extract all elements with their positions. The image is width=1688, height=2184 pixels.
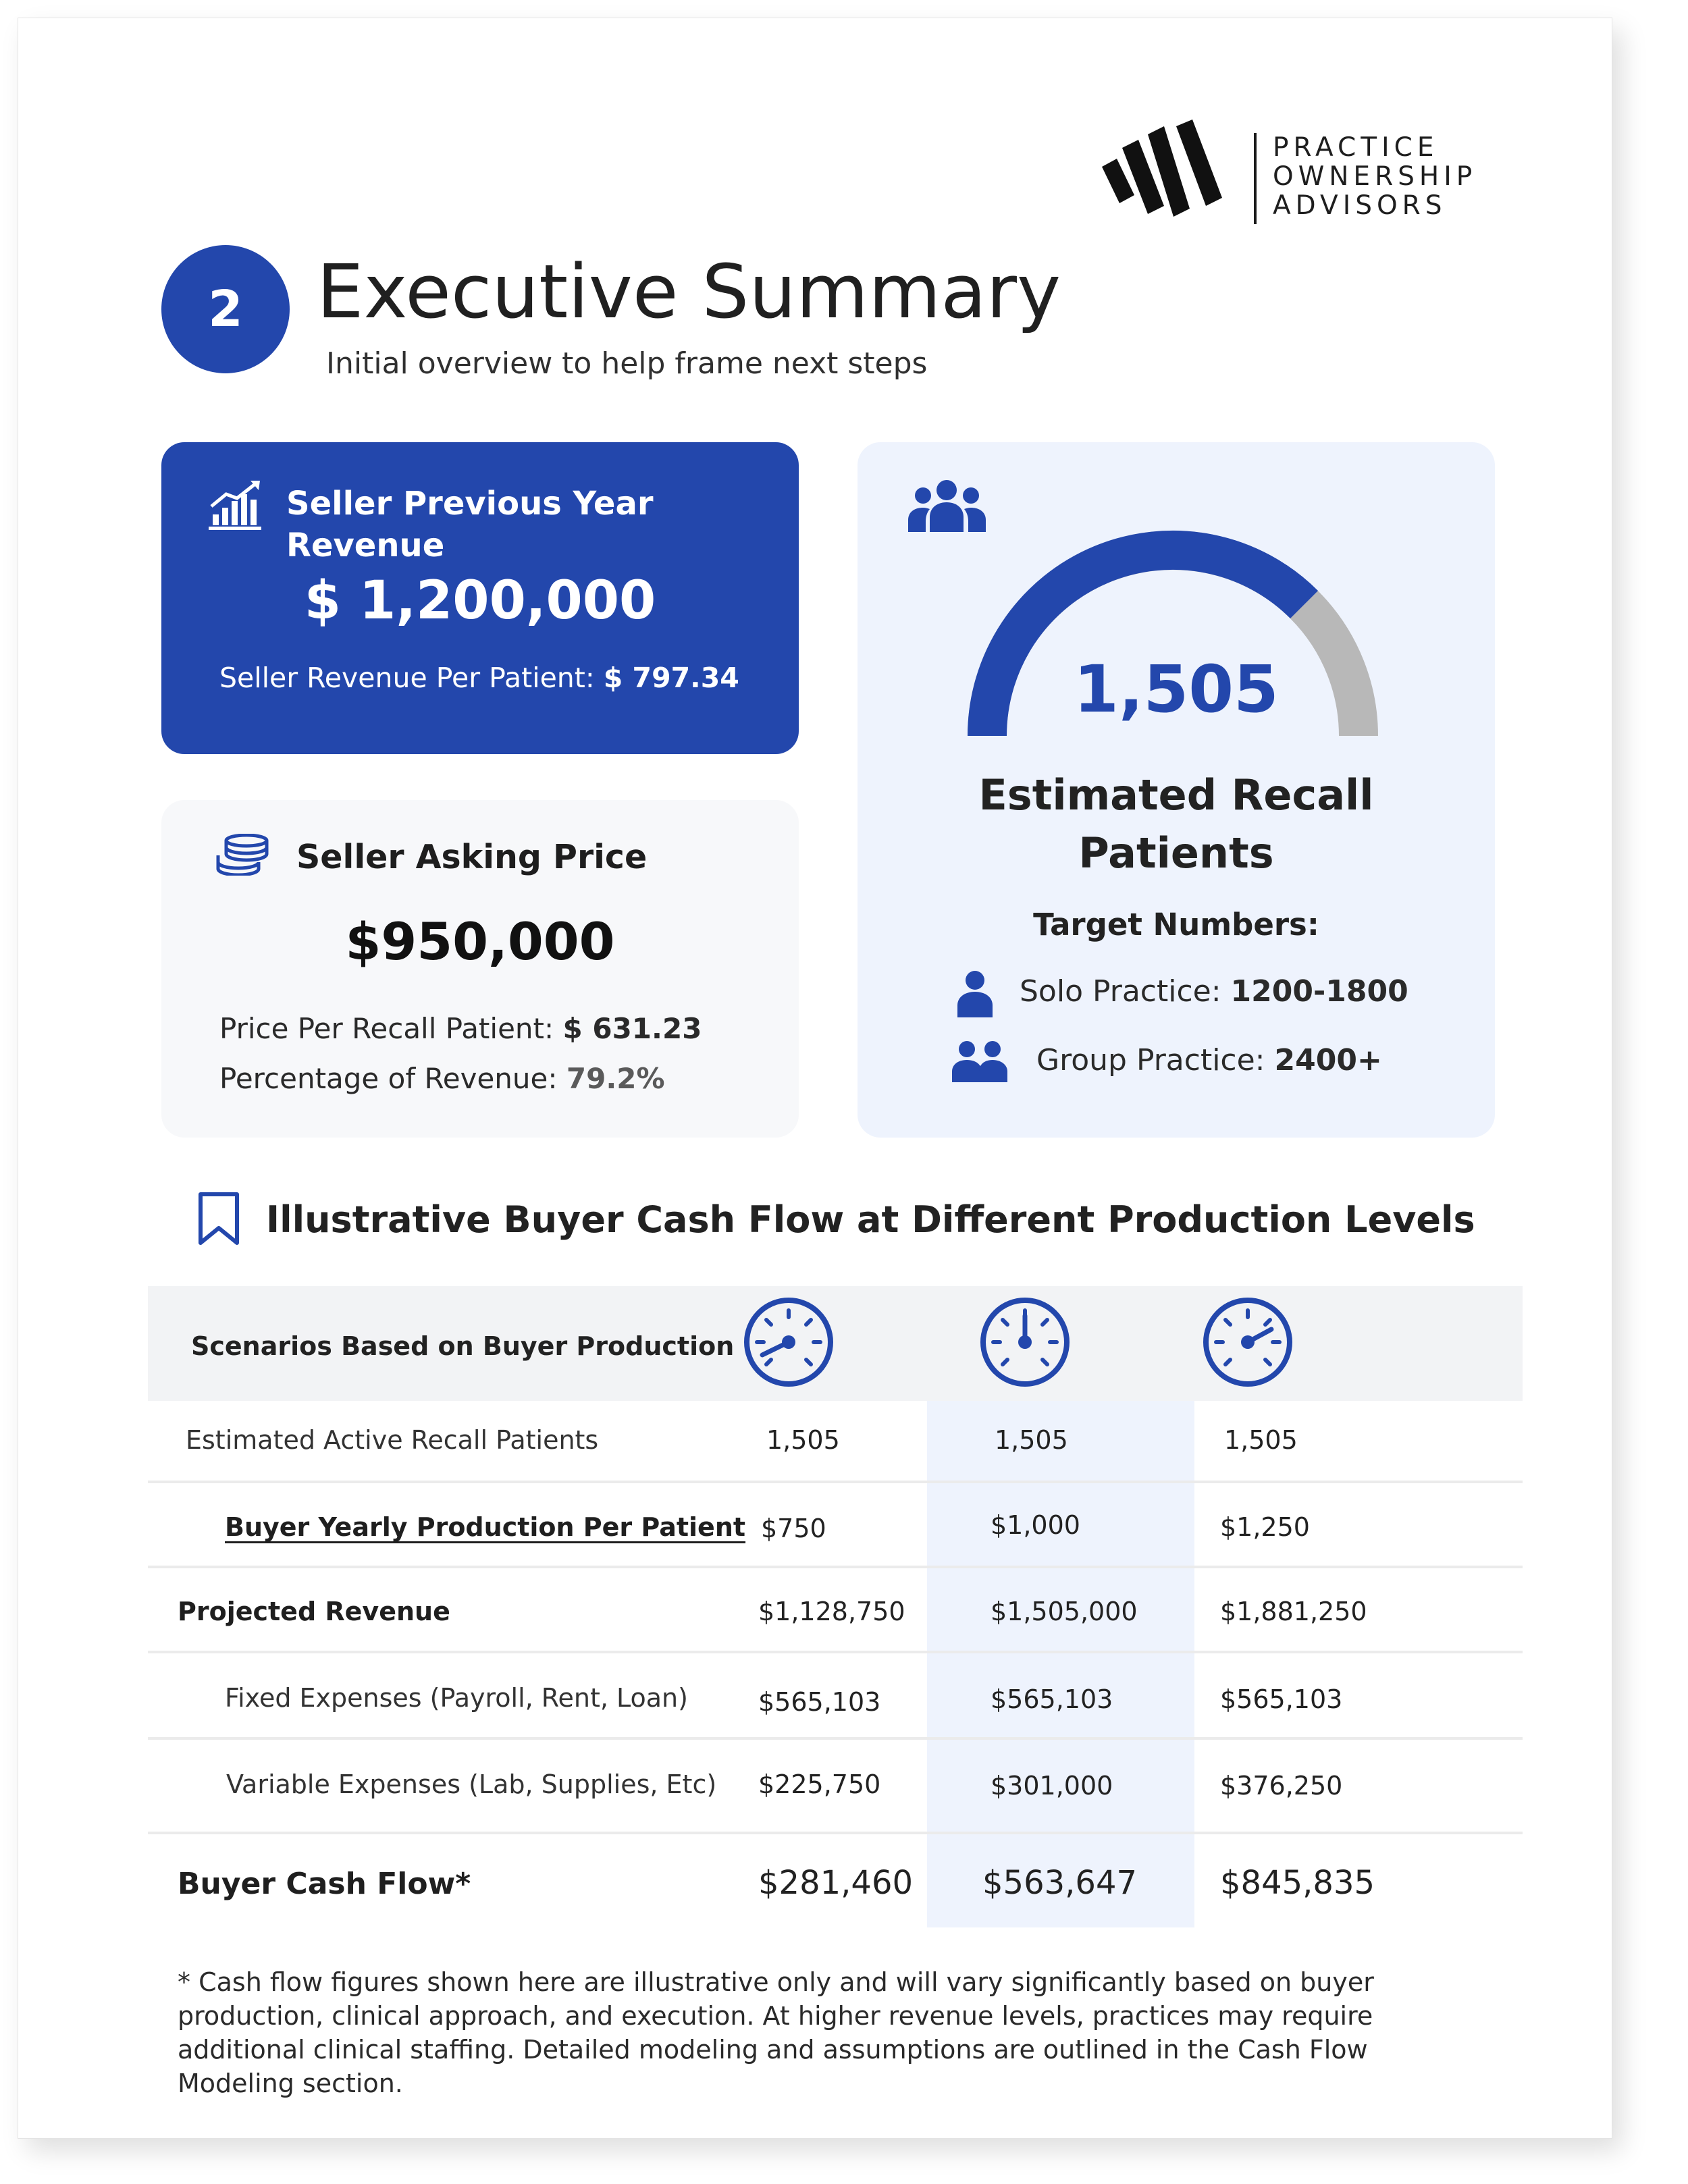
table-cell: $301,000: [991, 1771, 1113, 1801]
bookmark-icon: [195, 1192, 242, 1246]
seller-revenue-per-patient: Seller Revenue Per Patient: $ 797.34: [219, 662, 739, 694]
table-cell: $565,103: [758, 1687, 881, 1717]
table-cell: $1,000: [991, 1510, 1080, 1540]
speedometer-mid-icon: [978, 1296, 1072, 1389]
table-cell: $845,835: [1220, 1864, 1375, 1902]
document-page: [18, 18, 1612, 2139]
page-title: Executive Summary: [317, 248, 1061, 335]
group-people-icon: [908, 479, 986, 533]
table-cell: $1,881,250: [1220, 1597, 1367, 1626]
table-header-label: Scenarios Based on Buyer Production: [191, 1331, 735, 1361]
highlighted-column: [927, 1401, 1194, 1927]
row-divider: [148, 1566, 1523, 1568]
row-label-projected-revenue: Projected Revenue: [178, 1597, 450, 1626]
recall-patients-title: Estimated Recall Patients: [978, 770, 1374, 878]
table-cell: $281,460: [758, 1864, 914, 1902]
table-cell: $1,128,750: [758, 1597, 905, 1626]
row-label-production-per-patient: Buyer Yearly Production Per Patient: [225, 1512, 746, 1542]
row-divider: [148, 1481, 1523, 1483]
solo-practice-target: Solo Practice: 1200-1800: [1020, 974, 1408, 1009]
table-cell: 1,505: [1224, 1425, 1298, 1455]
speedometer-low-icon: [742, 1296, 835, 1389]
seller-asking-price-label: Seller Asking Price: [296, 838, 648, 876]
table-cell: $563,647: [982, 1864, 1138, 1902]
group-practice-target: Group Practice: 2400+: [1036, 1043, 1382, 1077]
seller-revenue-card: [161, 442, 799, 754]
footnote: * Cash flow figures shown here are illustrative only and will vary significantly based on buyer production, clinical approach, and execution. At higher revenue levels, practices may require additional clinical staffing. Detailed modeling and assumptions are outlined in the Cash Flow Modeling section.: [178, 1967, 1374, 2098]
row-divider: [148, 1651, 1523, 1653]
cash-flow-section-title: Illustrative Buyer Cash Flow at Different Production Levels: [266, 1198, 1475, 1241]
percentage-of-revenue: Percentage of Revenue: 79.2%: [219, 1062, 665, 1095]
target-numbers-label: Target Numbers:: [1033, 907, 1319, 942]
row-label-buyer-cash-flow: Buyer Cash Flow*: [178, 1867, 471, 1901]
speedometer-high-icon: [1201, 1296, 1294, 1389]
row-label-recall-patients: Estimated Active Recall Patients: [186, 1425, 599, 1455]
row-label-variable-expenses: Variable Expenses (Lab, Supplies, Etc): [226, 1769, 717, 1799]
seller-revenue-value: $ 1,200,000: [304, 570, 656, 631]
recall-patients-card: [858, 442, 1495, 1138]
row-divider: [148, 1737, 1523, 1740]
logo-divider: [1254, 133, 1257, 224]
price-per-recall-patient: Price Per Recall Patient: $ 631.23: [219, 1012, 702, 1045]
seller-asking-price-value: $950,000: [345, 911, 615, 971]
table-cell: $750: [761, 1514, 826, 1543]
section-number-badge: 2: [161, 245, 290, 373]
person-icon: [956, 970, 994, 1017]
coins-icon: [215, 834, 269, 876]
logo-bars-icon: [1102, 119, 1234, 221]
two-people-icon: [952, 1040, 1007, 1082]
table-cell: 1,505: [995, 1425, 1068, 1455]
recall-patients-value: 1,505: [1074, 651, 1279, 727]
table-cell: 1,505: [766, 1425, 840, 1455]
seller-revenue-label: Seller Previous Year Revenue: [286, 485, 654, 564]
page-subtitle: Initial overview to help frame next steps: [326, 346, 928, 381]
logo-wordmark: PRACTICE OWNERSHIP ADVISORS: [1273, 132, 1477, 221]
table-cell: $225,750: [758, 1769, 881, 1799]
table-cell: $565,103: [991, 1684, 1113, 1714]
table-cell: $565,103: [1220, 1684, 1343, 1714]
row-label-fixed-expenses: Fixed Expenses (Payroll, Rent, Loan): [225, 1683, 688, 1713]
seller-asking-price-card: [161, 800, 799, 1138]
growth-chart-icon: [209, 479, 264, 532]
row-divider: [148, 1832, 1523, 1834]
table-cell: $376,250: [1220, 1771, 1343, 1801]
table-cell: $1,250: [1220, 1512, 1310, 1542]
table-cell: $1,505,000: [991, 1597, 1138, 1626]
